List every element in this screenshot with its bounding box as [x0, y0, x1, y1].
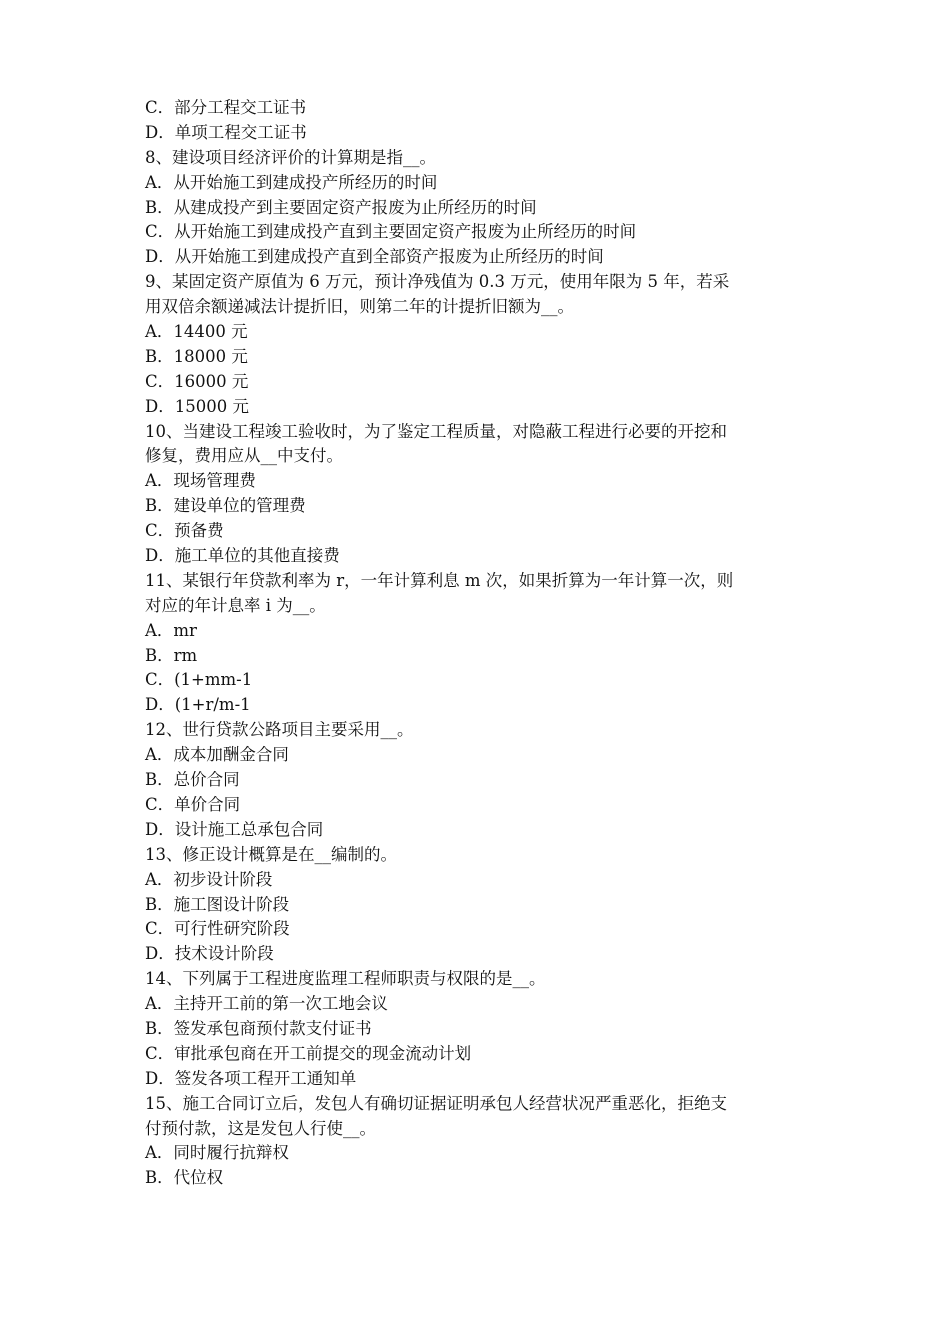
question-line: 对应的年计息率 i 为__。 — [145, 595, 326, 615]
answer-option: A．现场管理费 — [145, 471, 256, 491]
answer-option: D．施工单位的其他直接费 — [145, 546, 340, 566]
answer-option: B．18000 元 — [145, 346, 248, 366]
answer-option: D．签发各项工程开工通知单 — [145, 1068, 357, 1088]
answer-option: D．单项工程交工证书 — [145, 122, 307, 142]
question-line: 14、下列属于工程进度监理工程师职责与权限的是__。 — [145, 969, 546, 989]
question-line: 11、某银行年贷款利率为 r，一年计算利息 m 次，如果折算为一年计算一次，则 — [145, 570, 734, 590]
answer-option: D．从开始施工到建成投产直到全部资产报废为止所经历的时间 — [145, 247, 604, 267]
answer-option: A．从开始施工到建成投产所经历的时间 — [145, 172, 438, 192]
answer-option: B．从建成投产到主要固定资产报废为止所经历的时间 — [145, 197, 537, 217]
question-line: 9、某固定资产原值为 6 万元，预计净残值为 0.3 万元，使用年限为 5 年，若采 — [145, 272, 730, 292]
answer-option: B．代位权 — [145, 1168, 224, 1188]
question-line: 8、建设项目经济评价的计算期是指__。 — [145, 147, 436, 167]
answer-option: A．初步设计阶段 — [145, 869, 273, 889]
question-line: 12、世行贷款公路项目主要采用__。 — [145, 720, 414, 740]
answer-option: C．单价合同 — [145, 794, 241, 814]
answer-option: B．签发承包商预付款支付证书 — [145, 1018, 372, 1038]
answer-option: B．建设单位的管理费 — [145, 496, 306, 516]
answer-option: C．审批承包商在开工前提交的现金流动计划 — [145, 1043, 472, 1063]
answer-option: B．施工图设计阶段 — [145, 894, 290, 914]
question-line: 15、施工合同订立后，发包人有确切证据证明承包人经营状况严重恶化，拒绝支 — [145, 1093, 727, 1113]
question-line: 付预付款，这是发包人行使__。 — [145, 1118, 376, 1138]
question-line: 用双倍余额递减法计提折旧，则第二年的计提折旧额为__。 — [145, 297, 574, 317]
answer-option: C．16000 元 — [145, 371, 249, 391]
question-text — [145, 270, 810, 320]
answer-option: A．mr — [145, 620, 197, 640]
answer-option: A．主持开工前的第一次工地会议 — [145, 994, 388, 1014]
question-text — [145, 146, 810, 171]
question-text — [145, 718, 810, 743]
answer-option: B．rm — [145, 645, 198, 665]
answer-option: D．技术设计阶段 — [145, 944, 274, 964]
question-text — [145, 1092, 810, 1142]
answer-option: C．预备费 — [145, 521, 224, 541]
question-text — [145, 967, 810, 992]
answer-option: D．(1+r/m-1 — [145, 695, 251, 715]
answer-option: C．从开始施工到建成投产直到主要固定资产报废为止所经历的时间 — [145, 222, 637, 242]
answer-option: A．同时履行抗辩权 — [145, 1143, 289, 1163]
question-text — [145, 569, 810, 619]
answer-option: A．14400 元 — [145, 322, 248, 342]
question-line: 修复，费用应从__中支付。 — [145, 446, 343, 466]
answer-option: D．设计施工总承包合同 — [145, 819, 324, 839]
answer-option: C．可行性研究阶段 — [145, 919, 290, 939]
question-line: 13、修正设计概算是在__编制的。 — [145, 844, 397, 864]
document-page — [145, 96, 810, 1191]
answer-option: B．总价合同 — [145, 770, 240, 790]
question-line: 10、当建设工程竣工验收时，为了鉴定工程质量，对隐蔽工程进行必要的开挖和 — [145, 421, 727, 441]
answer-option: D．15000 元 — [145, 396, 249, 416]
answer-option: C．部分工程交工证书 — [145, 98, 307, 117]
question-text — [145, 420, 810, 470]
answer-option: A．成本加酬金合同 — [145, 745, 289, 765]
question-text — [145, 843, 810, 868]
answer-option: C．(1+mm-1 — [145, 670, 253, 690]
